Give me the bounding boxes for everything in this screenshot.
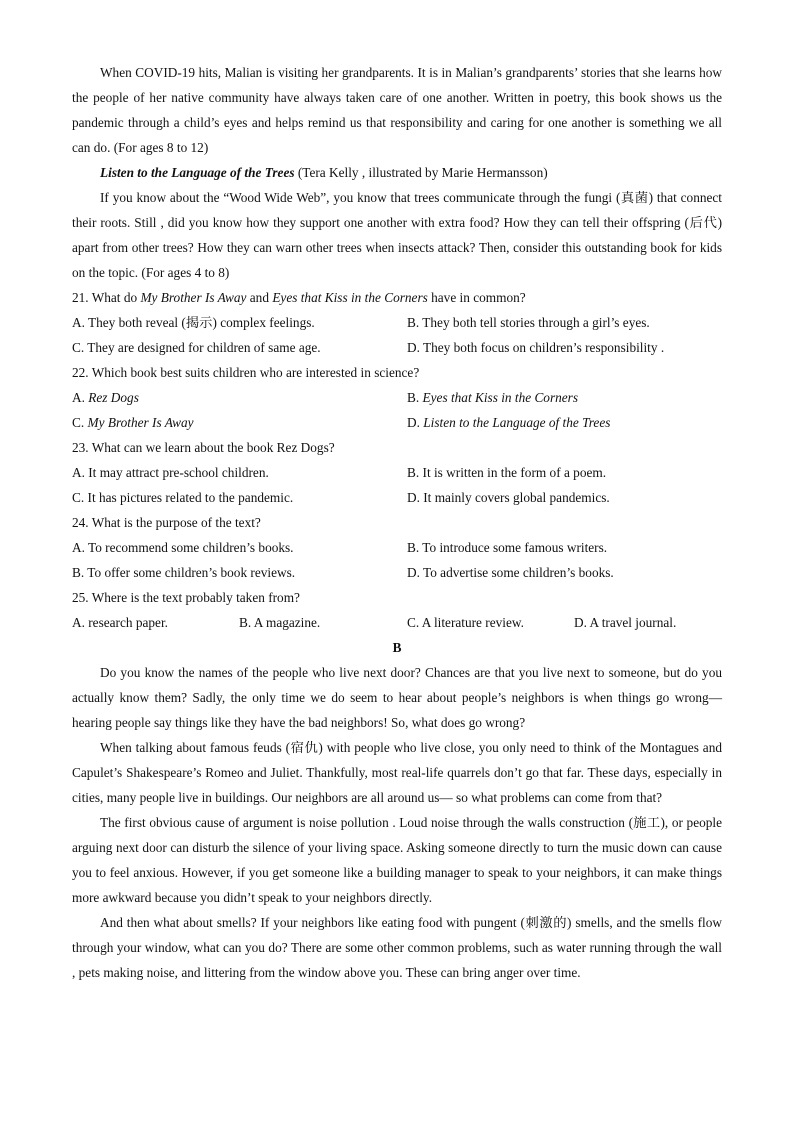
option-a: A. They both reveal (揭示) complex feelings. [72, 315, 315, 330]
stem-book-title: Eyes that Kiss in the Corners [272, 290, 428, 305]
question-23-options [72, 460, 722, 510]
passage-b-paragraph-1: Do you know the names of the people who live next door? Chances are that you live next to someone, but do you actually know them? Sadly, the only time we do seem to hear about people’s neighbors is when things go wrong— hearing people say things like they have the bad neighbors! So, what does go wrong? [72, 665, 722, 730]
stem-book-title: My Brother Is Away [140, 290, 247, 305]
passage-a-paragraph-2: If you know about the “Wood Wide Web”, you know that trees communicate through the fungi (真菌) that connect their roots. Still , did you know how they support one another with extra food? How they can tell their offspring (后代) apart from other trees? How they can warn other trees when insects attack? Then, consider this outstanding book for kids on the topic. (For ages 4 to 8) [72, 190, 722, 280]
option-c: B. To offer some children’s book reviews. [72, 565, 296, 580]
option-book-title: My Brother Is Away [87, 415, 194, 430]
option-b: B. To introduce some famous writers. [407, 540, 608, 555]
passage-b-paragraph-3: The first obvious cause of argument is noise pollution . Loud noise through the walls construction (施工), or people arguing next door can disturb the silence of your living space. Asking someone directly to turn the music down can cause you to feel anxious. However, if you get someone like a building manager to speak to your neighbors, it can make things more awkward because you didn’t speak to your neighbors directly. [72, 815, 722, 905]
book-heading [72, 160, 722, 185]
option-letter: A. [72, 390, 89, 405]
option-a: A. To recommend some children’s books. [72, 540, 294, 555]
option-book-title: Eyes that Kiss in the Corners [422, 390, 579, 405]
stem-text: 21. What do [72, 290, 141, 305]
question-21-options [72, 310, 722, 360]
section-heading-b: B [392, 640, 402, 655]
option-c: C. A literature review. [407, 615, 524, 630]
stem-text: and [246, 290, 273, 305]
option-book-title: Listen to the Language of the Trees [423, 415, 611, 430]
option-b [407, 385, 722, 410]
option-d [407, 410, 722, 435]
option-d: D. A travel journal. [574, 615, 677, 630]
question-24-options [72, 535, 722, 585]
question-24-stem: 24. What is the purpose of the text? [72, 515, 261, 530]
option-c [72, 410, 407, 435]
option-a: A. It may attract pre-school children. [72, 465, 269, 480]
passage-a-paragraph-1: When COVID-19 hits, Malian is visiting her grandparents. It is in Malian’s grandparents’ stories that she learns how the people of her native community have always taken care of one another. Written in poetry, this book shows us the pandemic through a child’s eyes and helps remind us that responsibility and caring for one another is something we all can do. (For ages 8 to 12) [72, 65, 722, 155]
option-b: B. A magazine. [239, 615, 321, 630]
option-letter: C. [72, 415, 88, 430]
question-23-stem: 23. What can we learn about the book Rez Dogs? [72, 440, 335, 455]
option-a [72, 385, 407, 410]
passage-b-paragraph-4: And then what about smells? If your neighbors like eating food with pungent (刺激的) smells, and the smells flow through your window, what can you do? There are some other common problems, such as water running through the wall , pets making noise, and littering from the window above you. These can bring anger over time. [72, 915, 722, 980]
option-c: C. It has pictures related to the pandemic. [72, 490, 294, 505]
option-letter: B. [407, 390, 423, 405]
question-21-stem [72, 285, 722, 310]
option-d: D. They both focus on children’s responsibility . [407, 340, 665, 355]
stem-text: have in common? [427, 290, 526, 305]
question-25-options [72, 610, 722, 635]
option-c: C. They are designed for children of same age. [72, 340, 321, 355]
question-22-options [72, 385, 722, 435]
option-book-title: Rez Dogs [88, 390, 139, 405]
option-d: D. It mainly covers global pandemics. [407, 490, 610, 505]
question-25-stem: 25. Where is the text probably taken from? [72, 590, 300, 605]
option-a: A. research paper. [72, 615, 168, 630]
option-b: B. They both tell stories through a girl’s eyes. [407, 315, 650, 330]
question-22-stem: 22. Which book best suits children who are interested in science? [72, 365, 420, 380]
book-credit: (Tera Kelly , illustrated by Marie Hermansson) [294, 165, 548, 180]
option-letter: D. [407, 415, 424, 430]
book-title: Listen to the Language of the Trees [100, 165, 295, 180]
option-d: D. To advertise some children’s books. [407, 565, 614, 580]
passage-b-paragraph-2: When talking about famous feuds (宿仇) with people who live close, you only need to think of the Montagues and Capulet’s Shakespeare’s Romeo and Juliet. Thankfully, most real-life quarrels don’t go that far. These days, especially in cities, many people live in buildings. Our neighbors are all around us— so what problems can come from that? [72, 740, 722, 805]
option-b: B. It is written in the form of a poem. [407, 465, 607, 480]
exam-page [72, 60, 722, 985]
